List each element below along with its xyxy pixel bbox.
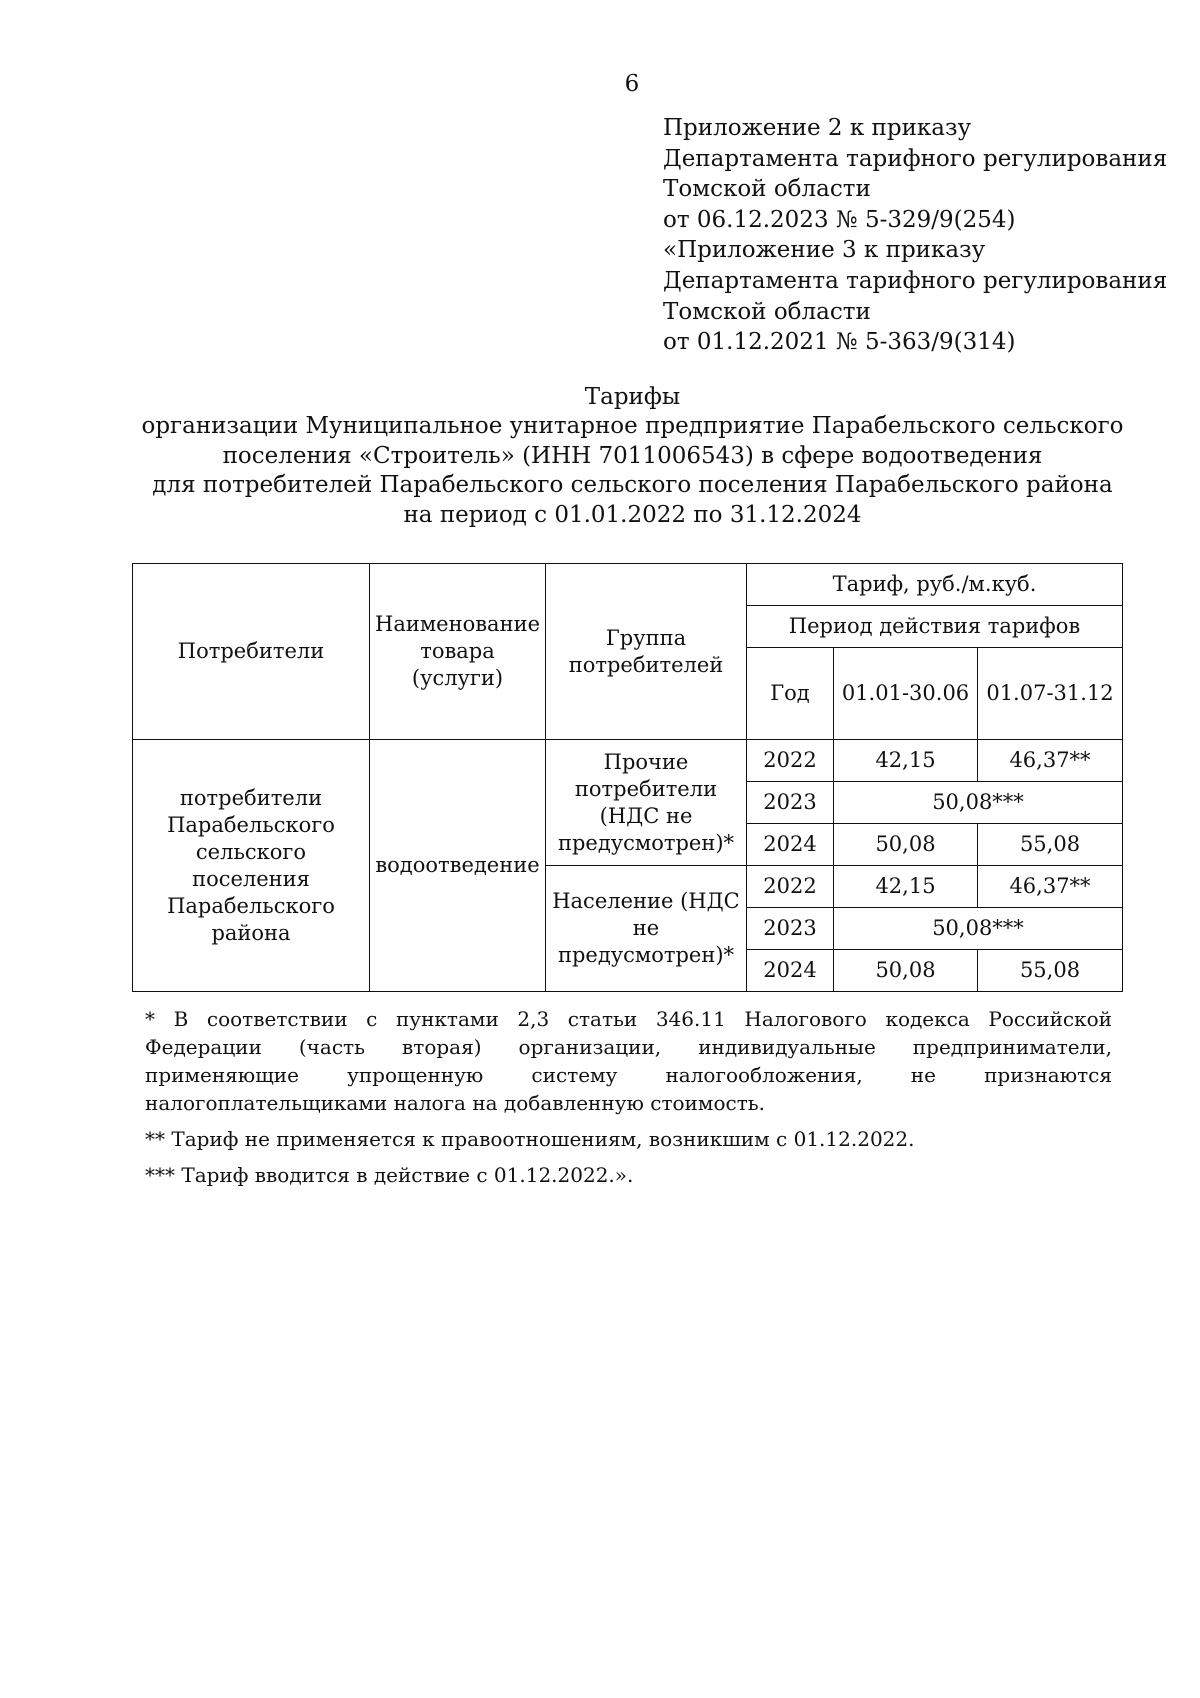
- appendix-line: «Приложение 3 к приказу: [663, 237, 986, 264]
- title-line: Тарифы: [584, 384, 681, 410]
- year-cell: 2023: [747, 782, 834, 824]
- document-title: [130, 383, 1135, 530]
- appendix-line: Департамента тарифного регулирования: [663, 267, 1168, 294]
- header-consumers: Потребители: [133, 564, 370, 740]
- tariff-cell: 50,08: [834, 950, 978, 992]
- group-cell: Прочие потребители (НДС не предусмотрен)*: [546, 740, 747, 866]
- year-cell: 2024: [747, 950, 834, 992]
- footnote-vat: * В соответствии с пунктами 2,3 статьи 346.11 Налогового кодекса Российской Федерации (часть вторая) организации, индивидуальные предприниматели, применяющие упрощенную систему налогообложения, не признаются налогоплательщиками налога на добавленную стоимость.: [145, 1007, 1112, 1115]
- appendix-line: Департамента тарифного регулирования: [663, 145, 1168, 172]
- year-cell: 2022: [747, 740, 834, 782]
- appendix-line: от 01.12.2021 № 5-363/9(314): [663, 329, 1016, 356]
- header-service-name: Наименование товара (услуги): [370, 564, 546, 740]
- page-number: 6: [624, 71, 640, 97]
- year-cell: 2023: [747, 908, 834, 950]
- title-line: поселения «Строитель» (ИНН 7011006543) в сфере водоотведения: [222, 442, 1043, 469]
- tariff-cell: 50,08: [834, 824, 978, 866]
- appendix-reference: [663, 113, 1167, 358]
- tariff-cell: 42,15: [834, 866, 978, 908]
- tariff-cell: 46,37**: [978, 866, 1123, 908]
- header-year: Год: [747, 648, 834, 740]
- tariff-cell: 46,37**: [978, 740, 1123, 782]
- appendix-line: от 06.12.2023 № 5-329/9(254): [663, 206, 1016, 233]
- appendix-line: Томской области: [663, 298, 871, 325]
- tariff-cell: 55,08: [978, 824, 1123, 866]
- header-consumer-group: Группа потребителей: [546, 564, 747, 740]
- header-second-half: 01.07-31.12: [978, 648, 1123, 740]
- header-tariff: Тариф, руб./м.куб.: [747, 564, 1123, 606]
- appendix-line: Томской области: [663, 176, 871, 203]
- service-cell: водоотведение: [370, 740, 546, 992]
- footnote-legal-relations: ** Тариф не применяется к правоотношениям, возникшим с 01.12.2022.: [145, 1127, 915, 1151]
- appendix-line: Приложение 2 к приказу: [663, 115, 972, 141]
- consumers-cell: потребители Парабельского сельского поселения Парабельского района: [133, 740, 370, 992]
- tariff-cell: 50,08***: [834, 782, 1123, 824]
- header-period: Период действия тарифов: [747, 606, 1123, 648]
- tariff-cell: 50,08***: [834, 908, 1123, 950]
- title-line: организации Муниципальное унитарное предприятие Парабельского сельского: [141, 413, 1124, 440]
- group-cell: Население (НДС не предусмотрен)*: [546, 866, 747, 992]
- year-cell: 2022: [747, 866, 834, 908]
- footnote-effective-date: *** Тариф вводится в действие с 01.12.2022.».: [145, 1163, 634, 1187]
- title-line: на период с 01.01.2022 по 31.12.2024: [403, 501, 862, 528]
- year-cell: 2024: [747, 824, 834, 866]
- tariff-cell: 42,15: [834, 740, 978, 782]
- footnotes: [145, 1005, 1112, 1197]
- tariff-cell: 55,08: [978, 950, 1123, 992]
- header-first-half: 01.01-30.06: [834, 648, 978, 740]
- tariff-table: [132, 563, 1123, 992]
- title-line: для потребителей Парабельского сельского поселения Парабельского района: [152, 472, 1113, 499]
